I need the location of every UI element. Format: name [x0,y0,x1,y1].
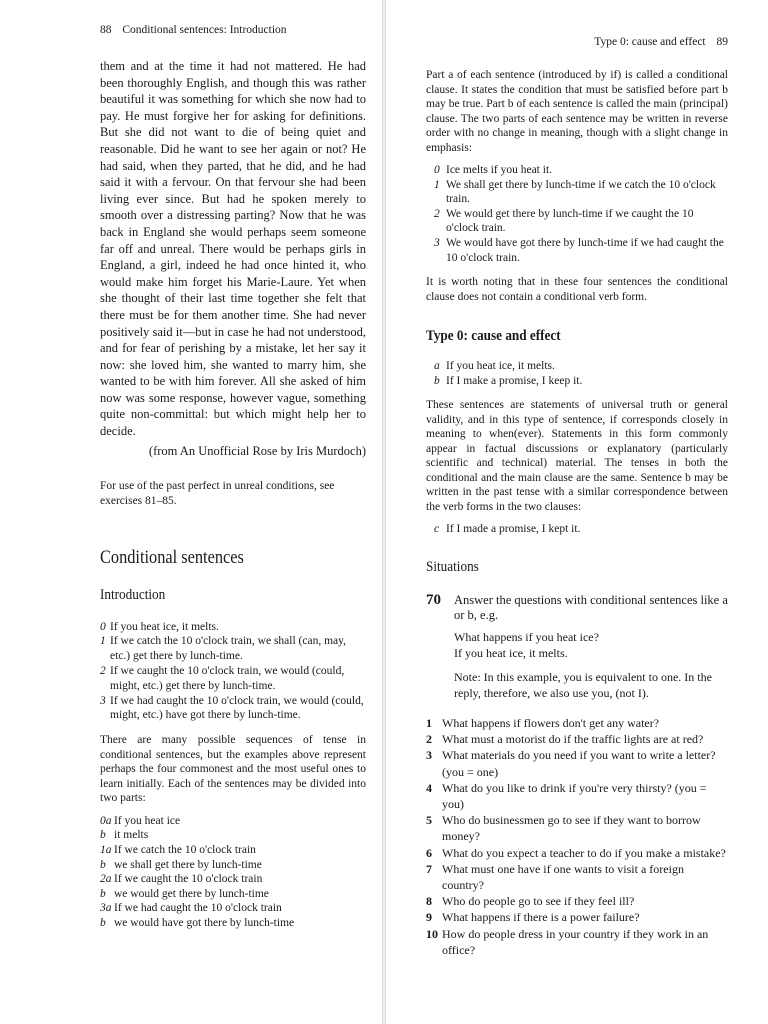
sample-answer: If you heat ice, it melts. [454,645,568,660]
question-number: 8 [426,894,432,909]
part-text: we shall get there by lunch-time [114,858,262,871]
part-item [100,858,366,873]
question-text: What happens if flowers don't get any water? [442,715,660,730]
question-item [426,731,728,747]
part-item [100,872,366,887]
type0-explanation: These sentences are statements of universal truth or general validity, and in this type of sentence, if corresponds closely in meaning to when(ever). Statements in this form commonly appear in factual discussions or explanatory (particularly scientific and technical) material. The tenses in both the conditional and the main clause are the same. Sentence b may be written in the past tense with a similar correspondence between the verb forms in the two clauses: [426,399,728,513]
right-header-title: Type 0: cause and effect [594,36,706,48]
clause-intro: Part a of each sentence (introduced by if) is called a conditional clause. It states the condition that must be satisfied before part b may be true. Part b of each sentence is called the main (principal) clause. The two parts of each sentence may be written in reverse order with no change in meaning, though with a slight change in emphasis: [426,69,728,154]
example-item [434,374,728,389]
sample-question: What happens if you heat ice? [454,629,599,644]
part-label: b [100,858,106,871]
example-text: We would get there by lunch-time if we caught the 10 o'clock train. [446,207,694,235]
novel-excerpt: them and at the time it had not mattered. He had been thoroughly English, and though this was rather beautiful it was something for which she now had to pay. He must forgive her for asking for definitions. But she did not want to die of being quiet and reasonable. Did he want to see her again or not? He had said, when they parted, that he did, and he had said it with a fervour. On that fervour she had been living ever since. But had he spoken merely to smooth over a distressing parting? Now that he was back in England she would perhaps seem someone far off and unreal. There would be perhaps girls in England, a girl, indeed he had once hinted it, who would make him forget his Marie-Laure. Yet when she thought of their last time together she felt that there must be for them another time. She had never positively said it—but in case he had not understood, and for fear of perishing by a mistake, let her say it now: she loved him, she wanted to marry him, she wanted to be with him forever. All she asked of him now was some response, however vague, something quite non-committal: but which might help her to decide. [100,59,366,439]
question-item [426,780,728,812]
sentence-parts [100,814,366,931]
exercise-instruction: Answer the questions with conditional sentences like a or b, e.g. [454,592,728,622]
example-item [434,207,728,236]
exercise-header [426,592,728,623]
question-list [426,715,728,958]
right-page [386,0,768,1024]
example-item [100,634,366,664]
excerpt-attribution: (from An Unofficial Rose by Iris Murdoch) [148,443,366,458]
question-number: 10 [426,926,438,941]
sample-note: Note: In this example, you is equivalent to one. In the reply, therefore, we also use you, (not I). [454,669,712,700]
part-text: If we had caught the 10 o'clock train [114,902,282,915]
type0-examples [434,359,728,388]
sample-exchange [454,629,728,661]
conditional-examples [100,620,366,724]
part-text: If you heat ice [114,814,181,827]
question-text: What do you like to drink if you're very thirsty? (you = you) [442,780,707,811]
example-text: We would have got there by lunch-time if we had caught the 10 o'clock train. [446,236,724,264]
situations-heading: Situations [426,558,479,575]
part-label: b [100,829,106,842]
example-item [434,236,728,265]
part-text: we would have got there by lunch-time [114,916,295,929]
example-label: 1 [100,635,106,648]
part-label: 0a [100,814,112,827]
part-item [100,843,366,858]
question-number: 1 [426,715,432,730]
question-item [426,926,728,958]
tense-explanation: There are many possible sequences of tense in conditional sentences, but the examples above represent perhaps the four commonest and the most useful ones to learn initially. Each of the sentences may be divided into two parts: [100,734,366,805]
part-text: we would get there by lunch-time [114,887,269,900]
example-label: 3 [434,236,440,249]
question-text: Who do people go to see if they feel ill? [442,894,635,909]
example-item [100,620,366,635]
example-label: 2 [100,665,106,678]
part-text: If we caught the 10 o'clock train [114,873,263,886]
example-label: 1 [434,178,440,191]
subsection-title: Introduction [100,586,166,603]
type0-past-example [434,522,728,537]
exercise-number: 70 [426,591,441,608]
question-number: 9 [426,910,432,925]
part-item [100,814,366,829]
question-item [426,893,728,909]
part-text: it melts [114,829,149,842]
part-label: 3a [100,902,112,915]
example-text: Ice melts if you heat it. [446,164,553,176]
question-item [426,812,728,844]
verb-form-note: It is worth noting that in these four sentences the conditional clause does not contain a conditional verb form. [426,276,728,303]
left-running-head [100,24,366,36]
example-item [434,178,728,207]
example-text: If I make a promise, I keep it. [446,374,583,387]
example-text: If I made a promise, I kept it. [446,523,581,536]
example-label: c [434,523,440,536]
question-item [426,715,728,731]
part-text: If we catch the 10 o'clock train [114,843,256,856]
cross-reference-note: For use of the past perfect in unreal conditions, see exercises 81–85. [100,479,335,507]
example-item [434,163,728,178]
example-label: a [434,360,440,373]
question-text: What materials do you need if you want to write a letter? (you = one) [442,748,716,779]
question-item [426,845,728,861]
question-number: 5 [426,813,432,828]
example-text: If we caught the 10 o'clock train, we would (could, might, etc.) get there by lunch-time. [110,665,345,692]
example-label: 2 [434,207,440,220]
part-label: b [100,887,106,900]
example-text: If we catch the 10 o'clock train, we shall (can, may, etc.) get there by lunch-time. [110,635,347,663]
example-text: If you heat ice, it melts. [110,620,219,633]
example-item [100,694,366,724]
section-title: Conditional sentences [100,546,244,568]
reversed-examples [434,163,728,265]
part-item [100,916,366,931]
example-text: If you heat ice, it melts. [446,360,555,373]
part-item [100,901,366,916]
example-item [434,522,728,537]
question-text: How do people dress in your country if they work in an office? [442,926,709,957]
left-page [0,0,382,1024]
question-item [426,861,728,893]
part-label: 1a [100,843,112,856]
part-label: b [100,916,106,929]
example-label: 0 [434,164,440,176]
question-number: 2 [426,732,432,747]
example-item [434,359,728,374]
question-item [426,909,728,925]
question-text: What must one have if one wants to visit a foreign country? [442,861,684,892]
question-number: 7 [426,861,432,876]
left-page-number: 88 [100,24,112,36]
question-number: 3 [426,748,432,763]
example-label: 0 [100,620,106,633]
part-item [100,828,366,843]
question-item [426,747,728,779]
question-number: 6 [426,845,432,860]
right-running-head [426,36,728,48]
left-header-title: Conditional sentences: Introduction [122,24,287,36]
question-number: 4 [426,780,432,795]
right-page-number: 89 [716,36,728,48]
type0-heading: Type 0: cause and effect [426,328,561,345]
part-label: 2a [100,873,112,886]
example-text: If we had caught the 10 o'clock train, we would (could, might, etc.) have got there by lunch-time. [110,694,364,722]
question-text: Who do businessmen go to see if they want to borrow money? [442,813,701,844]
question-text: What happens if there is a power failure? [442,910,640,925]
question-text: What do you expect a teacher to do if you make a mistake? [442,845,726,860]
example-label: b [434,374,440,387]
question-text: What must a motorist do if the traffic lights are at red? [442,732,704,747]
example-label: 3 [100,694,106,707]
example-item [100,664,366,694]
part-item [100,887,366,902]
example-text: We shall get there by lunch-time if we catch the 10 o'clock train. [446,178,716,206]
